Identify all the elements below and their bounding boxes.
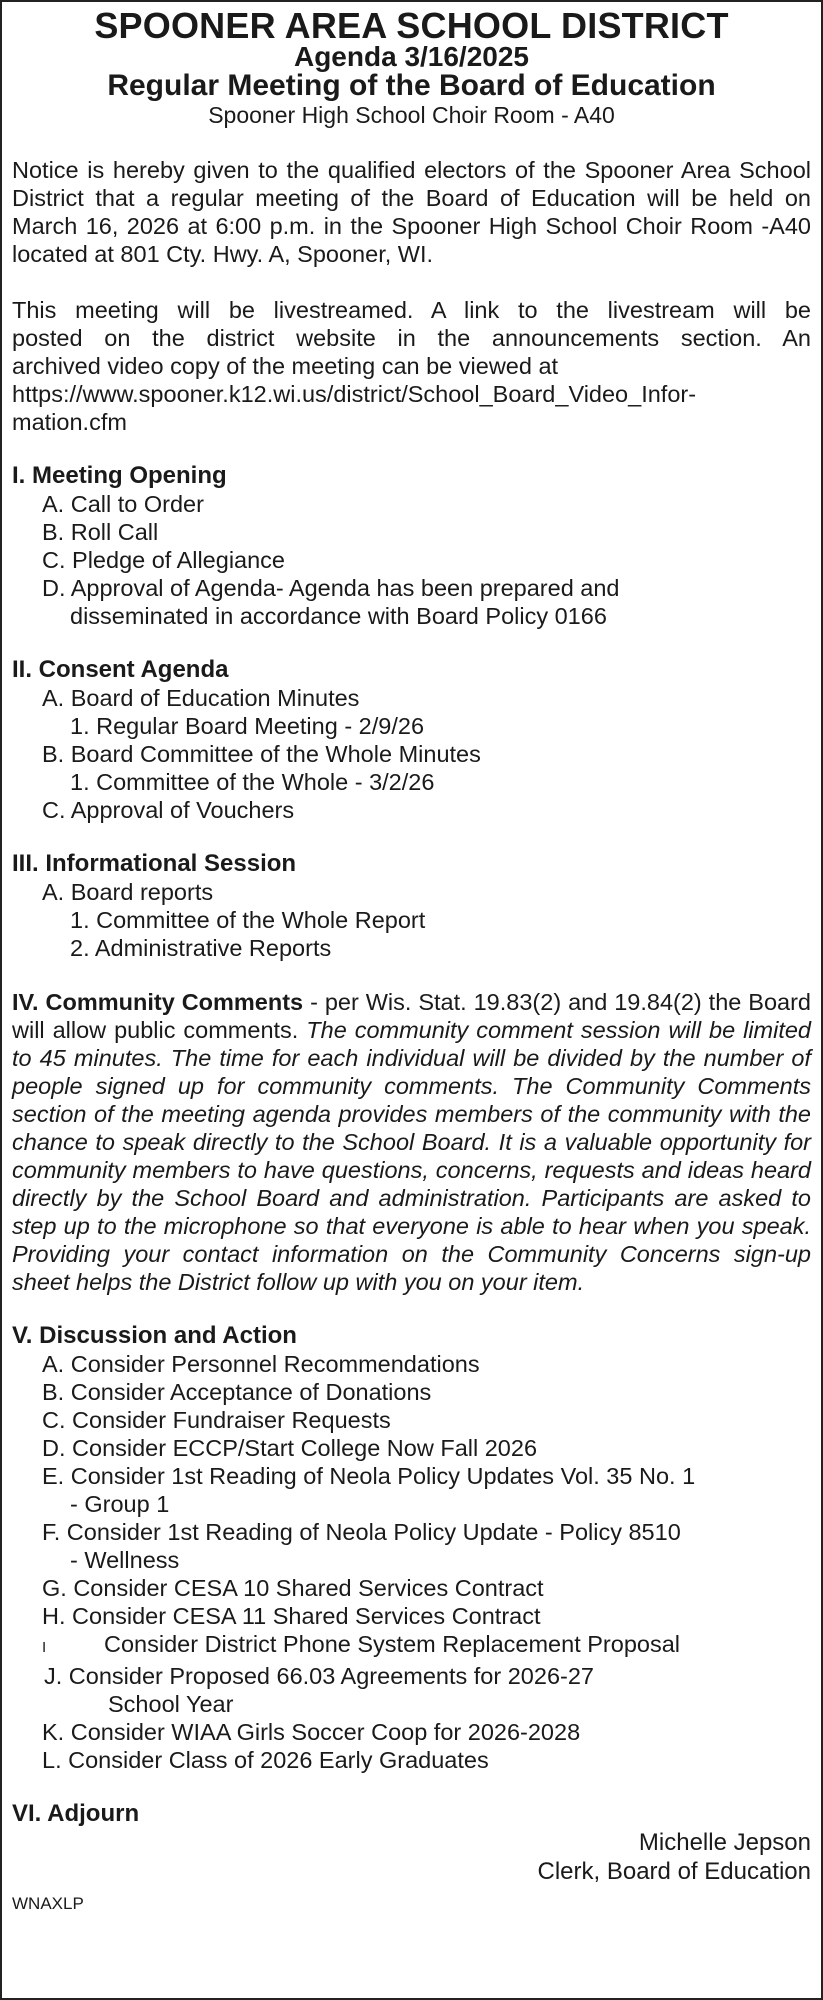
community-comments-policy: The community comment session will be limited to 45 minutes. The time for each individual will be divided by the number of people signed up for community comments. The Community Comments section of the meeting agenda provides members of the community with the chance to speak directly to the School Board. It is a valuable opportunity for community members to have questions, concerns, requests and ideas heard directly by the School Board and administration. Participants are asked to step up to the microphone so that everyone is able to hear when you speak. Providing your contact information on the Community Concerns sign-up sheet helps the District follow up with you on your item. [12, 1017, 811, 1295]
agenda-item: D. Consider ECCP/Start College Now Fall 2026 [42, 1435, 538, 1461]
meeting-location: Spooner High School Choir Room - A40 [208, 102, 615, 128]
agenda-item: G. Consider CESA 10 Shared Services Contract [42, 1575, 544, 1601]
agenda-item: B. Consider Acceptance of Donations [42, 1379, 432, 1405]
agenda-item: K. Consider WIAA Girls Soccer Coop for 2026-2028 [42, 1719, 581, 1745]
agenda-item: E. Consider 1st Reading of Neola Policy Updates Vol. 35 No. 1 [42, 1463, 696, 1489]
section-title: IV. Community Comments [12, 989, 304, 1015]
agenda-item: L. Consider Class of 2026 Early Graduates [42, 1747, 489, 1773]
agenda-subitem: 1. Committee of the Whole Report [70, 907, 426, 933]
livestream-line: This meeting will be livestreamed. A link to the livestream will be [12, 297, 811, 323]
agenda-item: B. Board Committee of the Whole Minutes [42, 741, 481, 767]
video-link-line[interactable]: https://www.spooner.k12.wi.us/district/School_Board_Video_Infor- [12, 381, 697, 407]
agenda-item: A. Consider Personnel Recommendations [42, 1351, 480, 1377]
signer-name: Michelle Jepson [638, 1829, 811, 1856]
agenda-item: H. Consider CESA 11 Shared Services Contract [42, 1603, 541, 1629]
district-name: SPOONER AREA SCHOOL DISTRICT [94, 5, 729, 46]
agenda-item: B. Roll Call [42, 519, 159, 545]
agenda-subitem: 2. Administrative Reports [70, 935, 332, 961]
agenda-item: J. Consider Proposed 66.03 Agreements for 2026-27 [44, 1663, 594, 1689]
section-discussion-action [12, 1322, 811, 1774]
agenda-item [12, 1630, 811, 1662]
agenda-item: C. Approval of Vouchers [42, 797, 295, 823]
agenda-item: C. Pledge of Allegiance [42, 547, 285, 573]
agenda-item-text: Consider District Phone System Replacement Proposal [104, 1631, 681, 1657]
livestream-paragraph [12, 296, 811, 436]
section-title: I. Meeting Opening [12, 462, 227, 489]
meeting-title: Regular Meeting of the Board of Education [107, 69, 716, 102]
agenda-item-continuation: School Year [108, 1691, 234, 1717]
signer-role: Clerk, Board of Education [537, 1858, 811, 1885]
livestream-line: posted on the district website in the announcements section. An [12, 325, 811, 351]
agenda-item: F. Consider 1st Reading of Neola Policy Update - Policy 8510 [42, 1519, 681, 1545]
agenda-item-continuation: disseminated in accordance with Board Policy 0166 [70, 603, 607, 629]
section-informational-session [12, 850, 811, 962]
agenda-subitem: 1. Regular Board Meeting - 2/9/26 [70, 713, 425, 739]
agenda-item: A. Board reports [42, 879, 214, 905]
section-adjourn-title: VI. Adjourn [12, 1800, 140, 1827]
agenda-item-continuation: - Group 1 [70, 1491, 170, 1517]
agenda-item: A. Board of Education Minutes [42, 685, 360, 711]
notice-code: WNAXLP [12, 1894, 84, 1913]
agenda-item-continuation: - Wellness [70, 1547, 180, 1573]
agenda-subitem: 1. Committee of the Whole - 3/2/26 [70, 769, 435, 795]
agenda-item: D. Approval of Agenda- Agenda has been prepared and [42, 575, 620, 601]
video-link-line[interactable]: mation.cfm [12, 409, 127, 435]
section-title: III. Informational Session [12, 850, 297, 877]
agenda-item: C. Consider Fundraiser Requests [42, 1407, 391, 1433]
community-comments-intro: - per Wis. Stat. 19.83(2) and 19.84(2) the Board will allow public comments. [12, 989, 811, 1043]
section-community-comments [12, 988, 811, 1296]
notice-paragraph: Notice is hereby given to the qualified electors of the Spooner Area School District that a regular meeting of the Board of Education will be held on March 16, 2026 at 6:00 p.m. in the Spooner High School Choir Room -A40 located at 801 Cty. Hwy. A, Spooner, WI. [12, 157, 811, 267]
agenda-item-letter: I [42, 1639, 47, 1656]
agenda-date: Agenda 3/16/2025 [293, 41, 530, 72]
livestream-line: archived video copy of the meeting can be viewed at [12, 353, 559, 379]
section-title: II. Consent Agenda [12, 656, 229, 683]
section-title: V. Discussion and Action [12, 1322, 297, 1349]
agenda-item: A. Call to Order [42, 491, 204, 517]
section-meeting-opening [12, 462, 811, 630]
section-consent-agenda [12, 656, 811, 824]
